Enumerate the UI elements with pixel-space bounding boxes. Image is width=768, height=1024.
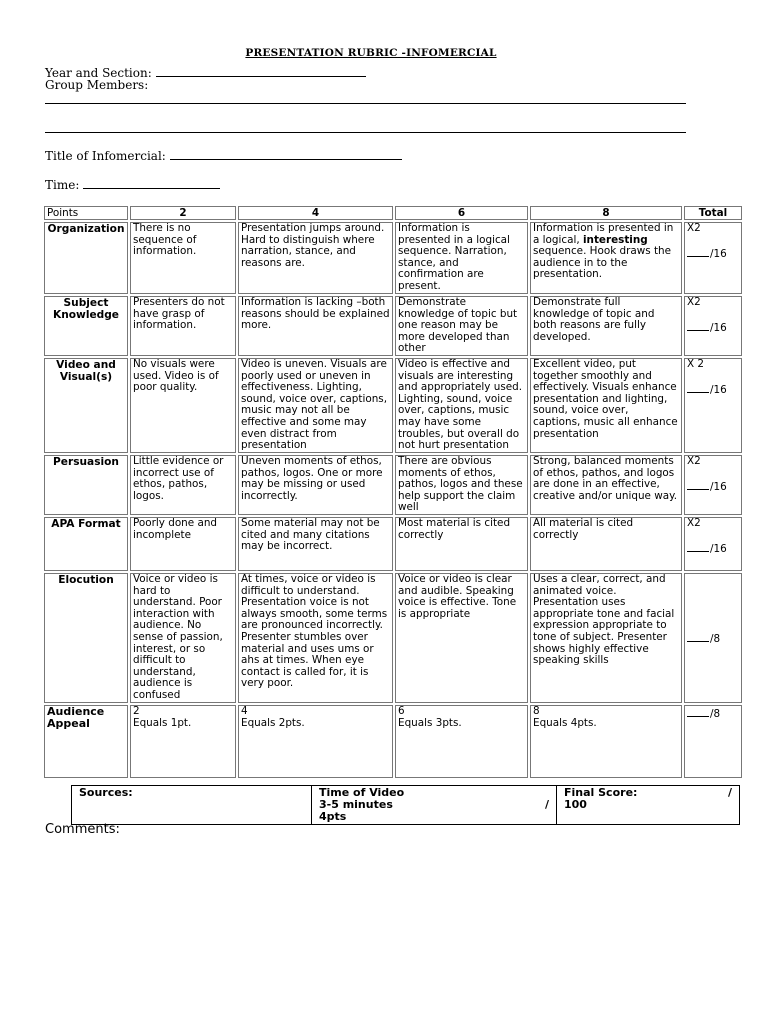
summary-table	[71, 785, 740, 825]
year-section-label: Year and Section:	[45, 66, 152, 80]
score-8-cell: Information is presented in a logical, interesting sequence. Hook draws the audience in to the presentation.	[530, 222, 682, 294]
time-pts: 4pts	[319, 810, 347, 823]
score-6-cell: Information is presented in a logical sequence. Narration, stance, and confirmation are present.	[395, 222, 528, 294]
multiplier: X2	[687, 296, 701, 308]
row-organization	[44, 222, 742, 294]
score-4-cell: Some material may not be cited and many citations may be incorrect.	[238, 517, 393, 571]
score-2-cell: Poorly done and incomplete	[130, 517, 236, 571]
row-subject-knowledge	[44, 296, 742, 356]
score-2-cell: No visuals were used. Video is of poor quality.	[130, 358, 236, 453]
score-2-cell: 2 Equals 1pt.	[130, 705, 236, 778]
group-members-line-1[interactable]	[45, 103, 686, 104]
infomercial-title-blank[interactable]	[170, 147, 402, 160]
row-audience-appeal	[44, 705, 742, 778]
category-cell: Video and Visual(s)	[44, 358, 128, 453]
category-cell: Subject Knowledge	[44, 296, 128, 356]
total-cell[interactable]	[684, 517, 742, 571]
category-cell: APA Format	[44, 517, 128, 571]
score-8-cell: 8 Equals 4pts.	[530, 705, 682, 778]
header-8: 8	[530, 206, 682, 220]
final-score-cell[interactable]	[557, 786, 740, 825]
score-8-cell: Uses a clear, correct, and animated voice. Presentation uses appropriate tone and facial expression appropriate to tone of subject. Presenter shows highly effective speaking skills	[530, 573, 682, 703]
page-title: PRESENTATION RUBRIC -INFOMERCIAL	[245, 47, 497, 59]
total-cell[interactable]	[684, 296, 742, 356]
score-8-cell: Excellent video, put together smoothly and effectively. Visuals enhance presentation and lighting, sound, voice over, captions, music all enhance presentation	[530, 358, 682, 453]
header-row	[44, 206, 742, 220]
time-blank[interactable]	[83, 176, 220, 189]
total-cell[interactable]	[684, 705, 742, 778]
score-4-cell: Presentation jumps around. Hard to distinguish where narration, stance, and reasons are.	[238, 222, 393, 294]
total-max: /8	[710, 632, 721, 645]
infomercial-title-label: Title of Infomercial:	[45, 149, 166, 163]
score-2-cell: Presenters do not have grasp of information.	[130, 296, 236, 356]
header-points: Points	[44, 206, 128, 220]
group-members-label: Group Members:	[45, 78, 149, 92]
infomercial-title-field	[45, 147, 402, 163]
total-max: /16	[710, 248, 727, 261]
rubric-table	[42, 204, 744, 780]
score-2-cell: There is no sequence of information.	[130, 222, 236, 294]
total-cell[interactable]	[684, 573, 742, 703]
final-score-label: Final Score:	[564, 786, 638, 799]
score-6-cell: Demonstrate knowledge of topic but one reason may be more developed than other	[395, 296, 528, 356]
category-cell: Elocution	[44, 573, 128, 703]
total-max: /16	[710, 384, 727, 397]
score-blank[interactable]	[687, 706, 709, 717]
score-4-cell: Information is lacking –both reasons should be explained more.	[238, 296, 393, 356]
comments-label: Comments:	[45, 822, 120, 837]
time-slash: /	[544, 798, 549, 811]
score-2-cell: Voice or video is hard to understand. Poor interaction with audience. No sense of passion, interest, or so difficult to understand, audience is confused	[130, 573, 236, 703]
time-of-video-label: Time of Video	[319, 786, 405, 799]
score-2-cell: Little evidence or incorrect use of ethos, pathos, logos.	[130, 455, 236, 515]
multiplier: X 2	[687, 358, 705, 370]
category-cell: Organization	[44, 222, 128, 294]
score-8-cell: Demonstrate full knowledge of topic and both reasons are fully developed.	[530, 296, 682, 356]
category-cell: Persuasion	[44, 455, 128, 515]
score-blank[interactable]	[687, 246, 709, 257]
category-cell: Audience Appeal	[44, 705, 128, 778]
total-cell[interactable]	[684, 455, 742, 515]
total-cell[interactable]	[684, 358, 742, 453]
score-blank[interactable]	[687, 479, 709, 490]
total-cell[interactable]	[684, 222, 742, 294]
total-max: /8	[710, 707, 721, 720]
header-4: 4	[238, 206, 393, 220]
score-6-cell: 6 Equals 3pts.	[395, 705, 528, 778]
row-persuasion	[44, 455, 742, 515]
time-of-video-cell[interactable]	[312, 786, 557, 825]
score-4-cell: Uneven moments of ethos, pathos, logos. One or more may be missing or used incorrectly.	[238, 455, 393, 515]
score-blank[interactable]	[687, 382, 709, 393]
score-blank[interactable]	[687, 631, 709, 642]
time-field	[45, 176, 220, 192]
row-apa-format	[44, 517, 742, 571]
final-slash: /	[727, 786, 732, 799]
final-total: 100	[564, 798, 587, 811]
score-4-cell: Video is uneven. Visuals are poorly used or uneven in effectiveness. Lighting, sound, voice over, captions, music may not all be effective and some may even distract from presentation	[238, 358, 393, 453]
sources-cell[interactable]	[72, 786, 312, 825]
total-max: /16	[710, 481, 727, 494]
score-blank[interactable]	[687, 541, 709, 552]
multiplier: X2	[687, 516, 701, 529]
group-members-line-2[interactable]	[45, 132, 686, 133]
time-label: Time:	[45, 178, 80, 192]
score-6-cell: Video is effective and visuals are interesting and appropriately used. Lighting, sound, voice over, captions, music may have some troubles, but overall do not hurt presentation	[395, 358, 528, 453]
score-6-cell: There are obvious moments of ethos, pathos, logos and these help support the claim well	[395, 455, 528, 515]
multiplier: X2	[687, 455, 701, 467]
score-4-cell: At times, voice or video is difficult to understand. Presentation voice is not always smooth, some terms are pronounced incorrectly. Presenter stumbles over material and uses ums or ahs at times. When eye contact is called for, it is very poor.	[238, 573, 393, 703]
total-max: /16	[710, 543, 727, 556]
row-elocution	[44, 573, 742, 703]
year-section-blank[interactable]	[156, 64, 366, 77]
sources-label: Sources:	[79, 786, 133, 799]
header-total: Total	[684, 206, 742, 220]
score-6-cell: Most material is cited correctly	[395, 517, 528, 571]
score-4-cell: 4 Equals 2pts.	[238, 705, 393, 778]
score-6-cell: Voice or video is clear and audible. Speaking voice is effective. Tone is appropriate	[395, 573, 528, 703]
score-blank[interactable]	[687, 320, 709, 331]
score-8-cell: Strong, balanced moments of ethos, pathos, and logos are done in an effective, creative and/or unique way.	[530, 455, 682, 515]
header-6: 6	[395, 206, 528, 220]
score-8-cell: All material is cited correctly	[530, 517, 682, 571]
header-2: 2	[130, 206, 236, 220]
time-range: 3-5 minutes	[319, 798, 393, 811]
row-video-visuals	[44, 358, 742, 453]
multiplier: X2	[687, 222, 701, 234]
total-max: /16	[710, 322, 727, 335]
